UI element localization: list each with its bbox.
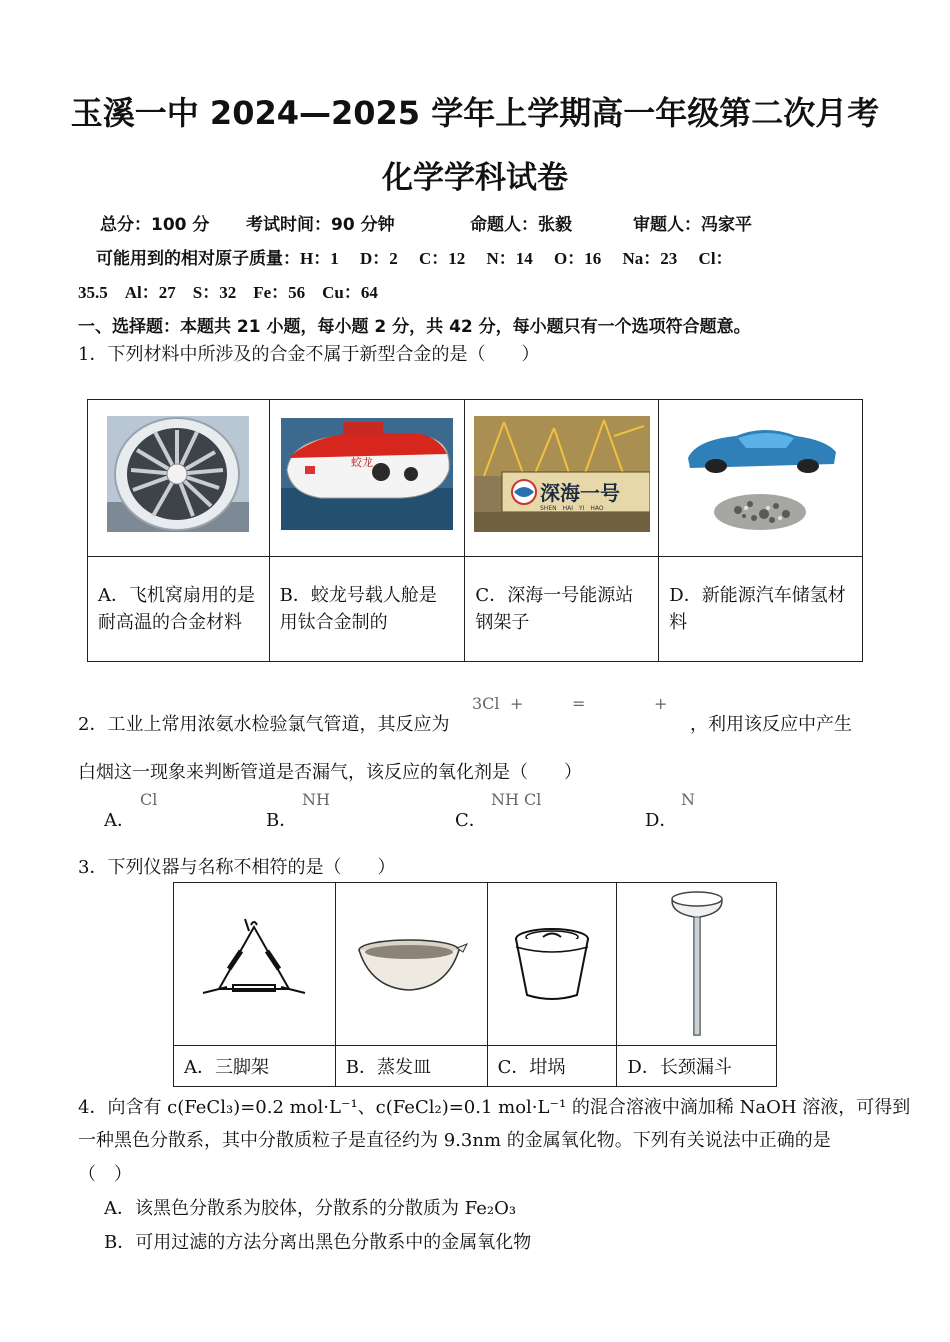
q1-option-a: A．飞机窝扇用的是耐高温的合金材料 (88, 557, 270, 662)
q2-option-c-label: C． (455, 810, 487, 831)
q4-stem-2: 一种黑色分散系，其中分散质粒子是直径约为 9.3nm 的金属氧化物。下列有关说法中正确的是 (78, 1130, 831, 1151)
q2-stem-b: ，利用该反应中产生 (690, 714, 852, 735)
q1-table (87, 399, 863, 662)
q2-stem-c: 白烟这一现象来判断管道是否漏气，该反应的氧化剂是（ ） (78, 762, 582, 783)
q2-option-c-formula: NH Cl (491, 790, 542, 809)
submarine-icon (281, 418, 453, 530)
reviewer: 审题人：冯家平 (633, 215, 752, 235)
q3-option-b: B．蒸发皿 (335, 1046, 487, 1087)
q3-stem: 3．下列仪器与名称不相符的是（ ） (78, 857, 396, 878)
evaporating-dish-icon (351, 922, 471, 1002)
clay-triangle-icon (199, 917, 309, 1007)
eq-plus2: + (654, 694, 668, 713)
q4-stem-3: （ ） (78, 1164, 132, 1185)
q1-image-a (88, 400, 270, 557)
q3-option-a: A．三脚架 (174, 1046, 336, 1087)
author: 命题人：张毅 (470, 215, 572, 235)
q2-stem-a: 2．工业上常用浓氨水检验氯气管道，其反应为 (78, 714, 450, 735)
q2-option-b-formula: NH (302, 790, 330, 809)
sign-text: 深海一号 (539, 481, 620, 505)
q2-option-a-formula: Cl (140, 790, 158, 809)
long-neck-funnel-icon (662, 887, 732, 1037)
q2-option-d-label: D． (645, 810, 678, 831)
jet-engine-icon (107, 416, 249, 532)
q3-table (173, 882, 777, 1087)
crucible-icon (507, 917, 597, 1007)
sign-subtext: SHEN HAI YI HAO (539, 505, 604, 512)
atomic-mass-line2: 35.5 Al：27 S：32 Fe：56 Cu：64 (78, 283, 378, 302)
atomic-mass-line1: 可能用到的相对原子质量：H：1 D：2 C：12 N：14 O：16 Na：23 Cl： (96, 249, 733, 268)
q3-image-c (487, 883, 617, 1046)
platform-icon (474, 416, 650, 532)
q1-stem: 1．下列材料中所涉及的合金不属于新型合金的是（ ） (78, 344, 540, 365)
q3-image-d (617, 883, 777, 1046)
q4-option-b: B．可用过滤的方法分离出黑色分散系中的金属氧化物 (104, 1232, 532, 1253)
exam-subtitle: 化学学科试卷 (382, 160, 568, 196)
q3-option-d: D．长颈漏斗 (617, 1046, 777, 1087)
q3-image-b (335, 883, 487, 1046)
q1-option-d: D．新能源汽车储氢材料 (659, 557, 863, 662)
q1-option-b: B．蛟龙号载人舱是用钛合金制的 (269, 557, 465, 662)
exam-title: 玉溪一中 2024—2025 学年上学期高一年级第二次月考 (70, 94, 880, 132)
q2-option-d-formula: N (681, 790, 695, 809)
q1-image-d (659, 400, 863, 557)
q3-option-c: C．坩埚 (487, 1046, 617, 1087)
eq-left: 3Cl (472, 694, 500, 713)
q1-image-b (269, 400, 465, 557)
q2-option-a-label: A． (104, 810, 135, 831)
q1-option-c: C．深海一号能源站钢架子 (465, 557, 659, 662)
car-icon (676, 414, 846, 534)
q1-image-c (465, 400, 659, 557)
q4-stem-1: 4．向含有 c(FeCl₃)=0.2 mol·L⁻¹、c(FeCl₂)=0.1 mol·L⁻¹ 的混合溶液中滴加稀 NaOH 溶液，可得到 (78, 1097, 911, 1118)
eq-equals: = (572, 694, 586, 713)
exam-time: 考试时间：90 分钟 (246, 215, 395, 235)
q2-option-b-label: B． (266, 810, 298, 831)
q4-option-a: A．该黑色分散系为胶体，分散系的分散质为 Fe₂O₃ (104, 1198, 517, 1219)
section-heading: 一、选择题：本题共 21 小题，每小题 2 分，共 42 分，每小题只有一个选项符合题意。 (78, 317, 751, 337)
total-score: 总分：100 分 (100, 215, 210, 235)
eq-plus1: + (510, 694, 524, 713)
q3-image-a (174, 883, 336, 1046)
submarine-label: 蛟龙 (351, 456, 374, 469)
